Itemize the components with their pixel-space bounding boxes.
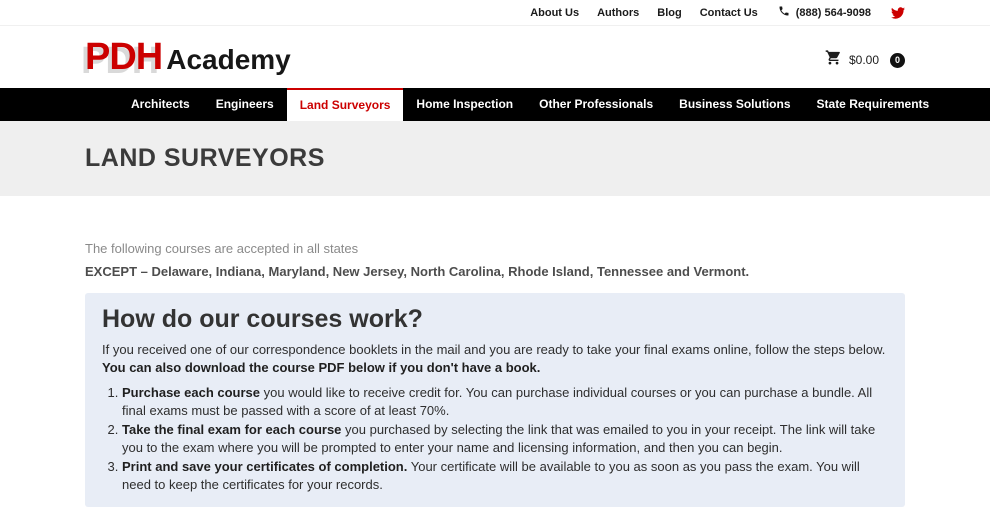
logo-pdh-text: PDH	[85, 36, 163, 78]
intro-bold-text: You can also download the course PDF below if you don't have a book.	[102, 359, 541, 375]
info-box-title: How do our courses work?	[102, 305, 423, 334]
nav-item[interactable]: Other Professionals	[539, 97, 654, 111]
step-bold-text: Purchase each course	[122, 385, 261, 401]
step-item	[122, 458, 888, 493]
cart-icon	[825, 49, 842, 71]
intro-regular-text: If you received one of our correspondence booklets in the mail and you are ready to take your final exams online, follow the steps below.	[102, 342, 886, 358]
main-content	[0, 196, 990, 507]
step-rest-text: you purchased by selecting the link that was emailed to you in your receipt. The link will take you to the exam where you will be prompted to enter your name and licensing information, and then you can begin.	[122, 422, 876, 455]
site-logo[interactable]	[85, 38, 291, 76]
step-rest-text: Your certificate will be available to you as soon as you pass the exam. You will need to keep the certificates for your records.	[122, 459, 860, 492]
nav-item[interactable]: State Requirements	[816, 97, 930, 111]
cart-button[interactable]	[825, 49, 905, 71]
topbar-link[interactable]: Blog	[657, 6, 682, 19]
phone-icon	[778, 5, 790, 20]
info-box-intro	[102, 341, 888, 376]
step-rest-text: you would like to receive credit for. You can purchase individual courses or you can purchase a bundle. All final exams must be passed with a score of at least 70%.	[122, 385, 873, 418]
phone-link[interactable]	[778, 5, 871, 20]
nav-item[interactable]: Land Surveyors	[287, 88, 404, 121]
nav-item[interactable]: Engineers	[215, 97, 274, 111]
cart-count-badge: 0	[890, 53, 905, 68]
nav-item[interactable]: Business Solutions	[679, 97, 791, 111]
excepted-states-text: EXCEPT – Delaware, Indiana, Maryland, New Jersey, North Carolina, Rhode Island, Tennessee and Vermont.	[85, 263, 750, 279]
topbar-link[interactable]: Authors	[597, 6, 640, 19]
page-banner	[0, 121, 990, 196]
nav-item[interactable]: Home Inspection	[416, 97, 514, 111]
topbar-link[interactable]: About Us	[530, 6, 580, 19]
twitter-icon[interactable]	[891, 6, 905, 20]
steps-list	[102, 384, 888, 493]
topbar-link[interactable]: Contact Us	[699, 6, 758, 19]
accepted-states-text: The following courses are accepted in all states	[85, 241, 359, 256]
main-nav	[0, 88, 990, 121]
page-title: LAND SURVEYORS	[85, 144, 325, 172]
step-item	[122, 421, 888, 456]
step-bold-text: Print and save your certificates of completion.	[122, 459, 408, 475]
step-item	[122, 384, 888, 419]
logo-academy-text: Academy	[166, 44, 291, 75]
nav-item[interactable]: Architects	[131, 97, 190, 111]
step-bold-text: Take the final exam for each course	[122, 422, 342, 438]
how-courses-work-box	[85, 293, 905, 507]
phone-number: (888) 564-9098	[795, 6, 871, 19]
masthead	[0, 26, 990, 88]
cart-total: $0.00	[848, 53, 879, 67]
topbar	[0, 0, 990, 26]
